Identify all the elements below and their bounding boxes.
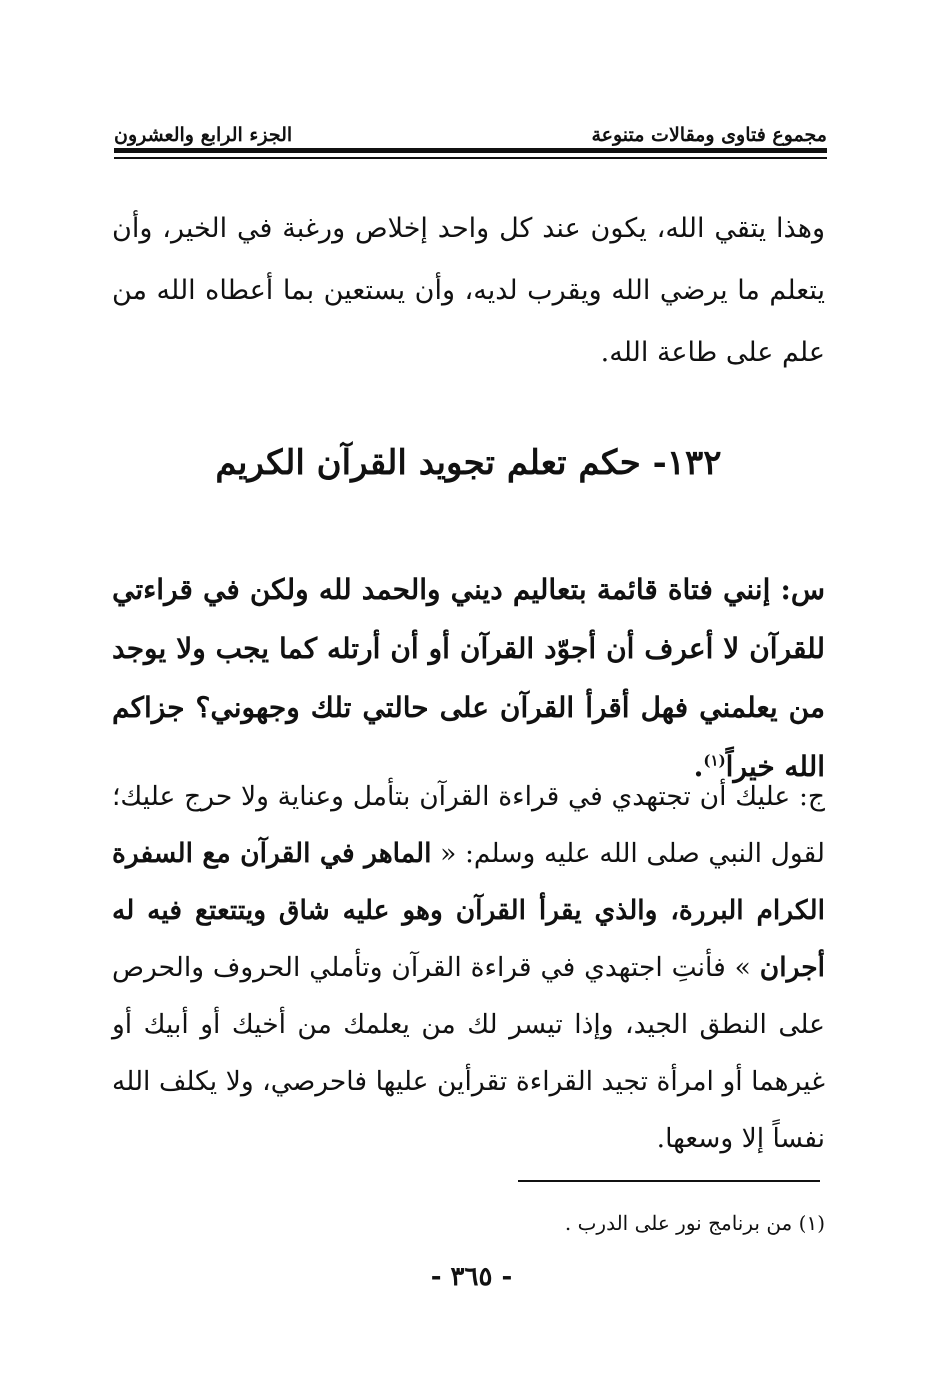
running-header [114, 110, 827, 146]
page-number: - ٣٦٥ - [430, 1262, 513, 1292]
section-title: ١٣٢- حكم تعلم تجويد القرآن الكريم [215, 443, 722, 483]
footnote: (١) من برنامج نور على الدرب . [564, 1211, 825, 1235]
question-text: س: إنني فتاة قائمة بتعاليم ديني والحمد لله ولكن في قراءتي للقرآن لا أعرف أن أجوّد القرآن أو أن أرتله كما يجب ولا يوجد من يعلمني فهل أقرأ القرآن على حالتي تلك وجهوني؟ جزاكم الله خيراً [112, 573, 825, 783]
footnote-separator [518, 1180, 820, 1182]
book-title: مجموع فتاوى ومقالات متنوعة [591, 124, 827, 146]
hadith-quote: الماهر في القرآن مع السفرة الكرام البررة، والذي يقرأ القرآن وهو عليه شاق ويتتعتع فيه له أجران [112, 838, 825, 983]
intro-paragraph: وهذا يتقي الله، يكون عند كل واحد إخلاص ورغبة في الخير، وأن يتعلم ما يرضي الله ويقرب لديه، وأن يستعين بما أعطاه الله من علم على طاعة الله. [112, 213, 825, 368]
answer-paragraph [112, 768, 825, 1167]
question-end: . [693, 750, 704, 783]
answer-intro: ج: عليك أن تجتهدي في قراءة القرآن بتأمل وعناية ولا حرج عليك؛ لقول النبي صلى الله عليه وسلم: « [112, 781, 825, 869]
header-rule-thick [114, 148, 827, 153]
answer-rest: » فأنتِ اجتهدي في قراءة القرآن وتأملي الحروف والحرص على النطق الجيد، وإذا تيسر لك من يعلمك من أخيك أو أبيك أو غيرهما أو امرأة تجيد القراءة تقرأين عليها فاحرصي، ولا يكلف الله نفساً إلا وسعها. [112, 952, 825, 1154]
footnote-marker: (١) [703, 751, 726, 770]
volume-title: الجزء الرابع والعشرون [114, 124, 293, 146]
header-rule-thin [114, 157, 827, 159]
question-paragraph [112, 560, 825, 796]
